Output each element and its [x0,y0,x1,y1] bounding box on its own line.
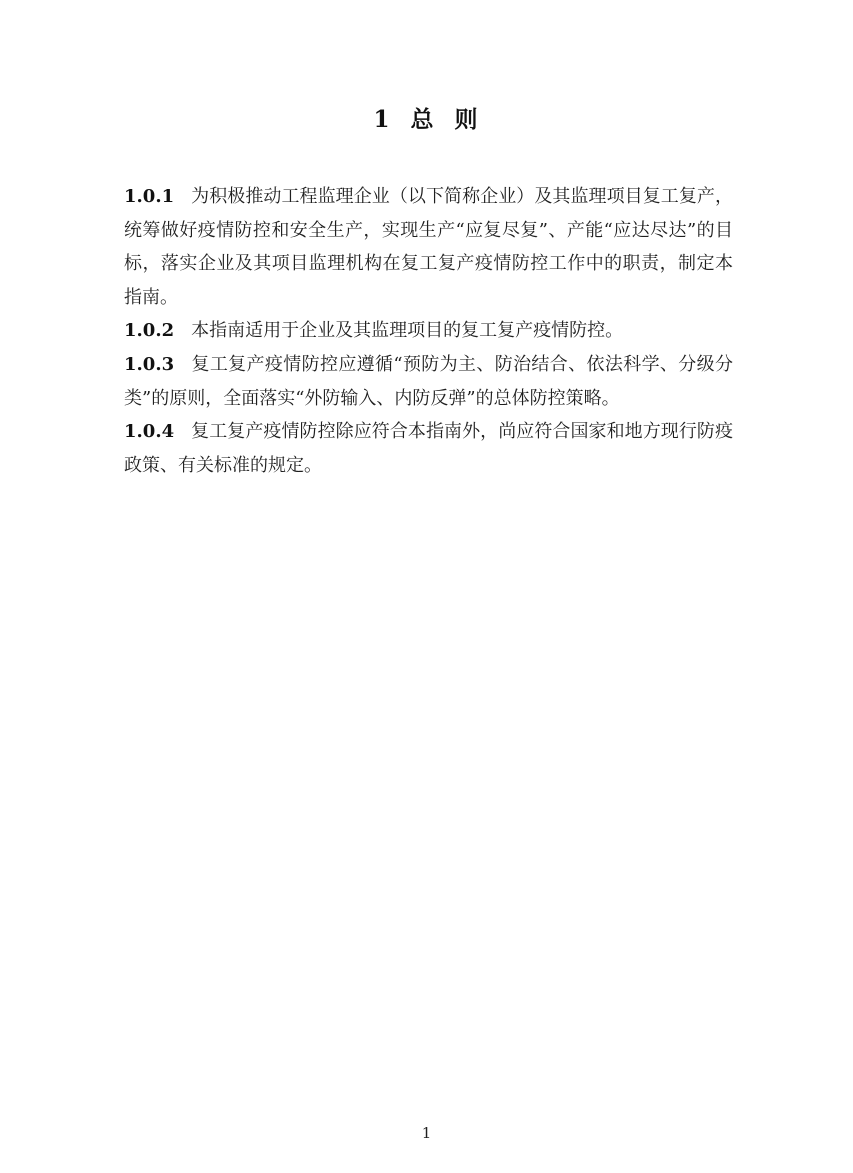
clause-1-0-1 [124,180,733,314]
clause-text: 复工复产疫情防控应遵循“预防为主、防治结合、依法科学、分级分类”的原则，全面落实“外防输入、内防反弹”的总体防控策略。 [124,353,733,409]
clause-number: 1.0.1 [124,186,175,207]
clause-number: 1.0.2 [124,320,175,342]
clause-1-0-2 [124,314,733,348]
clause-text: 本指南适用于企业及其监理项目的复工复产疫情防控。 [191,320,624,342]
clause-text: 复工复产疫情防控除应符合本指南外，尚应符合国家和地方现行防疫政策、有关标准的规定。 [124,421,733,476]
page-number: 1 [421,1124,432,1142]
clause-number: 1.0.3 [124,353,175,375]
clause-1-0-3 [124,348,733,415]
document-body [124,180,733,482]
clause-text: 为积极推动工程监理企业（以下简称企业）及其监理项目复工复产，统筹做好疫情防控和安全生产，实现生产“应复尽复”、产能“应达尽达”的目标，落实企业及其项目监理机构在复工复产疫情防控工作中的职责，制定本指南。 [124,186,733,308]
clause-number: 1.0.4 [124,421,175,443]
section-title: 1 总 则 [373,106,480,133]
clause-1-0-4 [124,415,733,482]
